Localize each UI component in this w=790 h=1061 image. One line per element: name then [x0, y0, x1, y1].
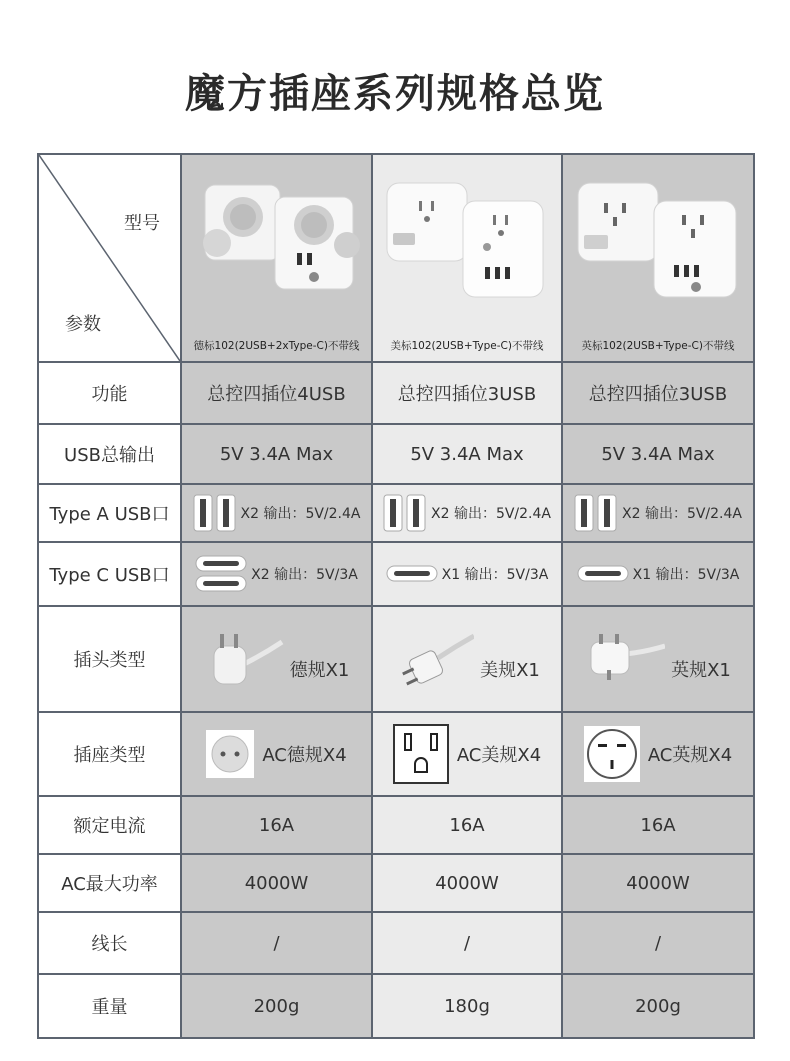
cable-value-uk: /	[562, 912, 754, 974]
cable-value-us: /	[372, 912, 562, 974]
usb-c-port-icon	[386, 565, 438, 583]
table-row-plug	[38, 606, 754, 712]
table-row-socket	[38, 712, 754, 796]
socket-cell-us	[372, 712, 562, 796]
german-socket-icon	[206, 730, 254, 778]
product-name-us: 美标102(2USB+Type-C)不带线	[390, 340, 544, 352]
row-label-weight: 重量	[38, 974, 181, 1038]
table-row-weight	[38, 974, 754, 1038]
plug-value-us: 美规X1	[480, 660, 540, 681]
power-value-uk: 4000W	[562, 854, 754, 912]
product-cell-uk	[562, 154, 754, 362]
weight-value-uk: 200g	[562, 974, 754, 1038]
row-label-type-c: Type C USB口	[38, 542, 181, 606]
type-c-value-us: X1 输出：5V/3A	[441, 567, 549, 583]
us-socket-icon	[393, 724, 449, 784]
table-row-usb-total	[38, 424, 754, 484]
usb-total-value-us: 5V 3.4A Max	[372, 424, 562, 484]
spec-table	[37, 153, 755, 1039]
type-c-cell-uk	[562, 542, 754, 606]
type-c-value-de: X2 输出：5V/3A	[251, 567, 358, 583]
product-name-de: 德标102(2USB+2xType-C)不带线	[193, 340, 360, 352]
plug-cell-de	[181, 606, 372, 712]
usb-a-port-icon	[574, 494, 618, 532]
type-a-value-us: X2 输出：5V/2.4A	[431, 506, 551, 522]
product-name-uk: 英标102(2USB+Type-C)不带线	[581, 340, 735, 352]
table-row-type-c	[38, 542, 754, 606]
type-c-value-uk: X1 输出：5V/3A	[632, 567, 740, 583]
us-plug-icon	[394, 624, 474, 694]
type-a-value-de: X2 输出：5V/2.4A	[240, 506, 361, 522]
row-label-plug: 插头类型	[38, 606, 181, 712]
row-label-function: 功能	[38, 362, 181, 424]
row-label-power: AC最大功率	[38, 854, 181, 912]
table-row-type-a	[38, 484, 754, 542]
socket-value-de: AC德规X4	[262, 745, 347, 766]
header-model-label: 型号	[124, 213, 160, 234]
socket-value-uk: AC英规X4	[647, 745, 733, 766]
weight-value-us: 180g	[372, 974, 562, 1038]
usb-total-value-uk: 5V 3.4A Max	[562, 424, 754, 484]
uk-plug-icon	[585, 624, 665, 694]
function-value-uk: 总控四插位3USB	[562, 362, 754, 424]
row-label-current: 额定电流	[38, 796, 181, 854]
plug-cell-uk	[562, 606, 754, 712]
function-value-de: 总控四插位4USB	[181, 362, 372, 424]
type-a-cell-uk	[562, 484, 754, 542]
plug-cell-us	[372, 606, 562, 712]
plug-value-uk: 英规X1	[671, 660, 731, 681]
type-a-cell-de	[181, 484, 372, 542]
weight-value-de: 200g	[181, 974, 372, 1038]
row-label-socket: 插座类型	[38, 712, 181, 796]
type-c-cell-de	[181, 542, 372, 606]
usb-c-port-icon	[195, 554, 247, 594]
type-a-cell-us	[372, 484, 562, 542]
page-title: 魔方插座系列规格总览	[185, 71, 605, 117]
product-image-us-cube	[377, 155, 557, 315]
uk-socket-icon	[584, 726, 640, 782]
table-row-cable	[38, 912, 754, 974]
header-param-label: 参数	[65, 314, 101, 335]
function-value-us: 总控四插位3USB	[372, 362, 562, 424]
current-value-uk: 16A	[562, 796, 754, 854]
usb-a-port-icon	[193, 494, 237, 532]
diagonal-divider	[39, 155, 180, 361]
product-cell-us	[372, 154, 562, 362]
row-label-usb-total: USB总输出	[38, 424, 181, 484]
current-value-us: 16A	[372, 796, 562, 854]
power-value-de: 4000W	[181, 854, 372, 912]
product-cell-de	[181, 154, 372, 362]
table-row-function	[38, 362, 754, 424]
usb-total-value-de: 5V 3.4A Max	[181, 424, 372, 484]
type-a-value-uk: X2 输出：5V/2.4A	[622, 506, 742, 522]
usb-a-port-icon	[383, 494, 427, 532]
type-c-cell-us	[372, 542, 562, 606]
current-value-de: 16A	[181, 796, 372, 854]
plug-value-de: 德规X1	[289, 660, 350, 681]
table-row-power	[38, 854, 754, 912]
socket-value-us: AC美规X4	[456, 745, 542, 766]
product-image-de-cube	[187, 155, 367, 315]
row-label-cable: 线长	[38, 912, 181, 974]
usb-c-port-icon	[577, 565, 629, 583]
table-header-row	[38, 154, 754, 362]
german-plug-icon	[204, 624, 284, 694]
cable-value-de: /	[181, 912, 372, 974]
header-corner-cell	[38, 154, 181, 362]
table-row-current	[38, 796, 754, 854]
product-image-uk-cube	[568, 155, 748, 315]
socket-cell-de	[181, 712, 372, 796]
power-value-us: 4000W	[372, 854, 562, 912]
socket-cell-uk	[562, 712, 754, 796]
row-label-type-a: Type A USB口	[38, 484, 181, 542]
